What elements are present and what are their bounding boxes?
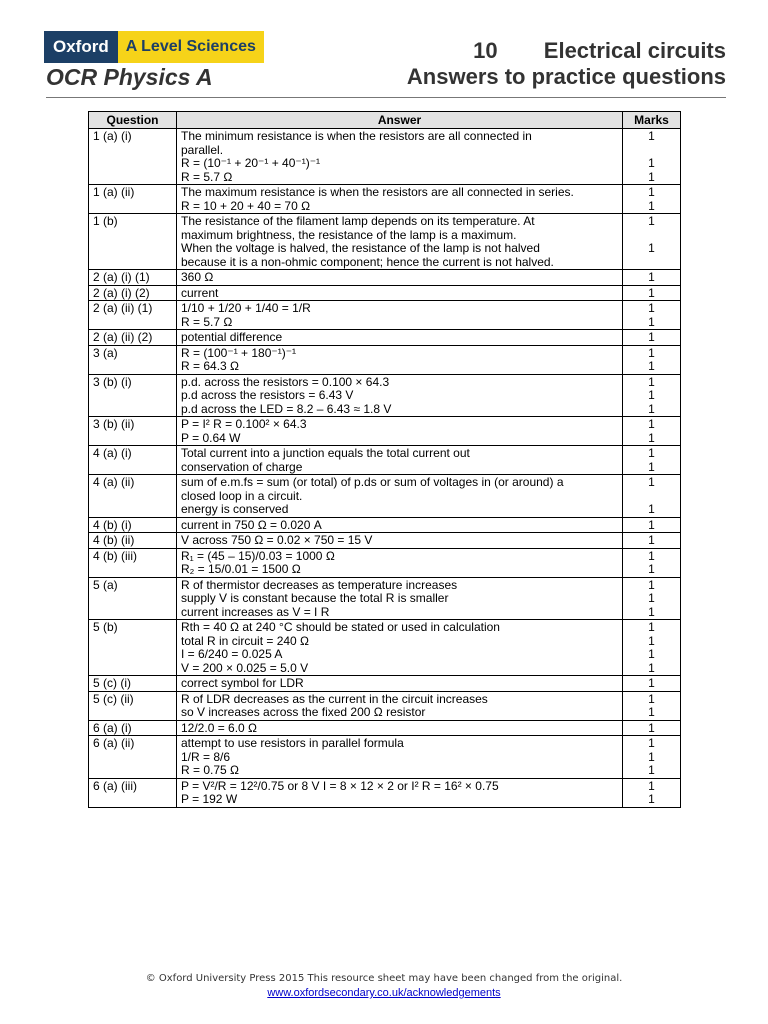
answer-cell	[177, 330, 623, 346]
mark-value: 1	[648, 130, 655, 143]
answer-line: current in 750 Ω = 0.020 A	[181, 518, 322, 532]
mark-value: 1	[648, 692, 655, 706]
table-row	[89, 446, 681, 475]
answer-line: R = 5.7 Ω	[181, 315, 233, 329]
mark-value: 1	[648, 186, 655, 199]
marks-cell	[623, 548, 681, 577]
header-marks: Marks	[623, 112, 681, 129]
answer-line: When the voltage is halved, the resistance of the lamp is not halved	[181, 242, 540, 255]
marks-cell	[623, 270, 681, 286]
table-row	[89, 185, 681, 214]
question-cell: 2 (a) (ii) (1)	[89, 301, 177, 330]
answer-line: The maximum resistance is when the resistors are all connected in series.	[181, 186, 574, 199]
table-row	[89, 778, 681, 807]
table-row	[89, 736, 681, 779]
table-row	[89, 330, 681, 346]
mark-value: 1	[648, 402, 655, 416]
answer-cell	[177, 778, 623, 807]
question-cell: 5 (b)	[89, 620, 177, 676]
table-row	[89, 214, 681, 270]
table-row	[89, 270, 681, 286]
mark-value: 1	[648, 331, 655, 344]
answer-line: Rth = 40 Ω at 240 °C should be stated or used in calculation	[181, 621, 500, 634]
marks-cell	[623, 517, 681, 533]
mark-value: 1	[648, 447, 655, 460]
chapter-title: Electrical circuits	[543, 38, 726, 63]
answer-line: R = 5.7 Ω	[181, 170, 233, 184]
answer-cell	[177, 517, 623, 533]
mark-value: 1	[648, 157, 655, 170]
answer-line: R = 64.3 Ω	[181, 360, 240, 373]
answer-cell	[177, 720, 623, 736]
table-row	[89, 676, 681, 692]
answer-line: R = (100⁻¹ + 180⁻¹)⁻¹	[181, 346, 297, 360]
question-cell: 3 (b) (ii)	[89, 417, 177, 446]
answer-line: so V increases across the fixed 200 Ω resistor	[181, 706, 426, 719]
answer-cell	[177, 417, 623, 446]
marks-cell	[623, 475, 681, 518]
page-footer	[0, 973, 768, 999]
answer-cell	[177, 285, 623, 301]
answers-table-body	[89, 129, 681, 808]
marks-cell	[623, 736, 681, 779]
answer-cell	[177, 676, 623, 692]
answer-line: correct symbol for LDR	[181, 677, 304, 690]
answer-line: maximum brightness, the resistance of the lamp is a maximum.	[181, 228, 517, 242]
chapter-heading	[473, 38, 726, 64]
answer-cell	[177, 691, 623, 720]
mark-value: 1	[648, 360, 655, 373]
table-row	[89, 691, 681, 720]
mark-value: 1	[648, 199, 655, 213]
marks-cell	[623, 374, 681, 417]
answer-line: V across 750 Ω = 0.02 × 750 = 15 V	[181, 534, 373, 547]
mark-value: 1	[648, 271, 655, 284]
mark-value: 1	[648, 549, 655, 563]
mark-value: 1	[648, 661, 655, 675]
answer-line: 1/R = 8/6	[181, 750, 231, 764]
answer-line: R = 0.75 Ω	[181, 764, 240, 777]
table-row	[89, 345, 681, 374]
answer-cell	[177, 446, 623, 475]
answer-cell	[177, 270, 623, 286]
answer-line: parallel.	[181, 143, 224, 157]
subject-title: OCR Physics A	[46, 64, 213, 90]
mark-value: 1	[648, 592, 655, 605]
header-divider	[46, 97, 726, 98]
question-cell: 2 (a) (ii) (2)	[89, 330, 177, 346]
answer-line: P = I² R = 0.100² × 64.3	[181, 418, 307, 431]
mark-value: 1	[648, 503, 655, 516]
mark-value: 1	[648, 476, 655, 489]
answer-line: p.d across the resistors = 6.43 V	[181, 389, 354, 402]
marks-cell	[623, 620, 681, 676]
marks-cell	[623, 285, 681, 301]
question-cell: 5 (c) (i)	[89, 676, 177, 692]
logo-series-text: A Level Sciences	[118, 31, 264, 63]
table-row	[89, 517, 681, 533]
question-cell: 3 (a)	[89, 345, 177, 374]
mark-value: 1	[648, 431, 655, 445]
table-row	[89, 475, 681, 518]
answer-line: current	[181, 286, 219, 300]
chapter-number: 10	[473, 38, 498, 63]
answer-cell	[177, 374, 623, 417]
question-cell: 1 (a) (ii)	[89, 185, 177, 214]
mark-value: 1	[648, 737, 655, 750]
question-cell: 6 (a) (ii)	[89, 736, 177, 779]
answer-line: V = 200 × 0.025 = 5.0 V	[181, 661, 309, 675]
question-cell: 1 (a) (i)	[89, 129, 177, 185]
mark-value: 1	[648, 389, 655, 402]
mark-value: 1	[648, 418, 655, 431]
mark-value: 1	[648, 721, 655, 735]
mark-value	[627, 256, 676, 270]
answer-cell	[177, 475, 623, 518]
answer-line: R = (10⁻¹ + 20⁻¹ + 40⁻¹)⁻¹	[181, 157, 321, 170]
mark-value: 1	[648, 750, 655, 764]
question-cell: 6 (a) (iii)	[89, 778, 177, 807]
table-header-row	[89, 112, 681, 129]
mark-value: 1	[648, 621, 655, 634]
mark-value: 1	[648, 242, 655, 255]
mark-value	[627, 490, 676, 504]
answer-line: R = 10 + 20 + 40 = 70 Ω	[181, 199, 311, 213]
mark-value: 1	[648, 605, 655, 619]
answers-table	[88, 111, 681, 808]
answer-line: 360 Ω	[181, 271, 214, 284]
answer-line: conservation of charge	[181, 460, 303, 474]
answer-line: The resistance of the filament lamp depends on its temperature. At	[181, 215, 535, 228]
table-row	[89, 417, 681, 446]
mark-value: 1	[648, 793, 655, 806]
mark-value: 1	[648, 315, 655, 329]
question-cell: 1 (b)	[89, 214, 177, 270]
mark-value: 1	[648, 286, 655, 300]
table-row	[89, 374, 681, 417]
header-question: Question	[89, 112, 177, 129]
answer-line: P = 0.64 W	[181, 431, 241, 445]
mark-value: 1	[648, 460, 655, 474]
answer-line: P = V²/R = 12²/0.75 or 8 V I = 8 × 12 × 2 or I² R = 16² × 0.75	[181, 779, 499, 793]
mark-value: 1	[648, 375, 655, 389]
answer-line: supply V is constant because the total R is smaller	[181, 592, 449, 605]
marks-cell	[623, 301, 681, 330]
answer-line: R of LDR decreases as the current in the circuit increases	[181, 692, 488, 706]
answer-line: R of thermistor decreases as temperature increases	[181, 578, 458, 592]
mark-value: 1	[648, 706, 655, 719]
question-cell: 2 (a) (i) (2)	[89, 285, 177, 301]
marks-cell	[623, 778, 681, 807]
mark-value: 1	[648, 764, 655, 777]
mark-value: 1	[648, 302, 655, 315]
acknowledgements-link[interactable]: www.oxfordsecondary.co.uk/acknowledgements	[267, 987, 501, 999]
marks-cell	[623, 577, 681, 620]
footer-copyright: © Oxford University Press 2015 This resource sheet may have been changed from the original.	[145, 973, 623, 984]
table-row	[89, 533, 681, 549]
question-cell: 4 (b) (ii)	[89, 533, 177, 549]
table-row	[89, 548, 681, 577]
question-cell: 4 (a) (i)	[89, 446, 177, 475]
answer-line: total R in circuit = 240 Ω	[181, 634, 310, 648]
marks-cell	[623, 185, 681, 214]
header-answer: Answer	[177, 112, 623, 129]
mark-value: 1	[648, 518, 655, 532]
mark-value	[627, 229, 676, 243]
mark-value: 1	[648, 346, 655, 360]
answer-cell	[177, 533, 623, 549]
question-cell: 2 (a) (i) (1)	[89, 270, 177, 286]
answer-line: Total current into a junction equals the total current out	[181, 447, 470, 460]
question-cell: 5 (c) (ii)	[89, 691, 177, 720]
answer-line: R₂ = 15/0.01 = 1500 Ω	[181, 563, 301, 576]
answer-line: p.d across the LED = 8.2 – 6.43 ≈ 1.8 V	[181, 402, 392, 416]
answer-cell	[177, 577, 623, 620]
mark-value: 1	[648, 634, 655, 648]
table-row	[89, 720, 681, 736]
marks-cell	[623, 676, 681, 692]
answer-line: closed loop in a circuit.	[181, 489, 303, 503]
answer-cell	[177, 620, 623, 676]
answer-line: p.d. across the resistors = 0.100 × 64.3	[181, 375, 390, 389]
answer-line: The minimum resistance is when the resistors are all connected in	[181, 130, 532, 143]
marks-cell	[623, 214, 681, 270]
answer-line: R₁ = (45 – 15)/0.03 = 1000 Ω	[181, 549, 335, 563]
question-cell: 4 (b) (i)	[89, 517, 177, 533]
mark-value: 1	[648, 578, 655, 592]
table-row	[89, 285, 681, 301]
logo-oxford-text: Oxford	[44, 31, 118, 63]
oxford-logo	[44, 31, 264, 63]
mark-value: 1	[648, 170, 655, 184]
marks-cell	[623, 345, 681, 374]
answer-line: current increases as V = I R	[181, 605, 330, 619]
answer-line: attempt to use resistors in parallel formula	[181, 737, 404, 750]
mark-value: 1	[648, 563, 655, 576]
answer-line: I = 6/240 = 0.025 A	[181, 648, 283, 661]
question-cell: 4 (b) (iii)	[89, 548, 177, 577]
answer-line: potential difference	[181, 331, 283, 344]
answer-line: P = 192 W	[181, 793, 238, 806]
marks-cell	[623, 691, 681, 720]
answer-line: energy is conserved	[181, 503, 289, 516]
table-row	[89, 620, 681, 676]
page-subtitle: Answers to practice questions	[406, 64, 726, 89]
mark-value: 1	[648, 534, 655, 547]
question-cell: 6 (a) (i)	[89, 720, 177, 736]
marks-cell	[623, 129, 681, 185]
answer-cell	[177, 301, 623, 330]
answer-cell	[177, 345, 623, 374]
marks-cell	[623, 720, 681, 736]
mark-value	[627, 144, 676, 158]
answer-cell	[177, 548, 623, 577]
table-row	[89, 129, 681, 185]
question-cell: 5 (a)	[89, 577, 177, 620]
answer-cell	[177, 185, 623, 214]
mark-value: 1	[648, 648, 655, 661]
marks-cell	[623, 533, 681, 549]
marks-cell	[623, 417, 681, 446]
answer-line: because it is a non-ohmic component; hence the current is not halved.	[181, 255, 554, 269]
answer-cell	[177, 214, 623, 270]
answer-line: 12/2.0 = 6.0 Ω	[181, 721, 258, 735]
mark-value: 1	[648, 677, 655, 690]
table-row	[89, 577, 681, 620]
answer-line: 1/10 + 1/20 + 1/40 = 1/R	[181, 302, 311, 315]
answer-cell	[177, 129, 623, 185]
answer-line: sum of e.m.fs = sum (or total) of p.ds or sum of voltages in (or around) a	[181, 476, 564, 489]
marks-cell	[623, 446, 681, 475]
question-cell: 3 (b) (i)	[89, 374, 177, 417]
table-row	[89, 301, 681, 330]
mark-value: 1	[648, 215, 655, 228]
mark-value: 1	[648, 779, 655, 793]
answer-cell	[177, 736, 623, 779]
question-cell: 4 (a) (ii)	[89, 475, 177, 518]
marks-cell	[623, 330, 681, 346]
